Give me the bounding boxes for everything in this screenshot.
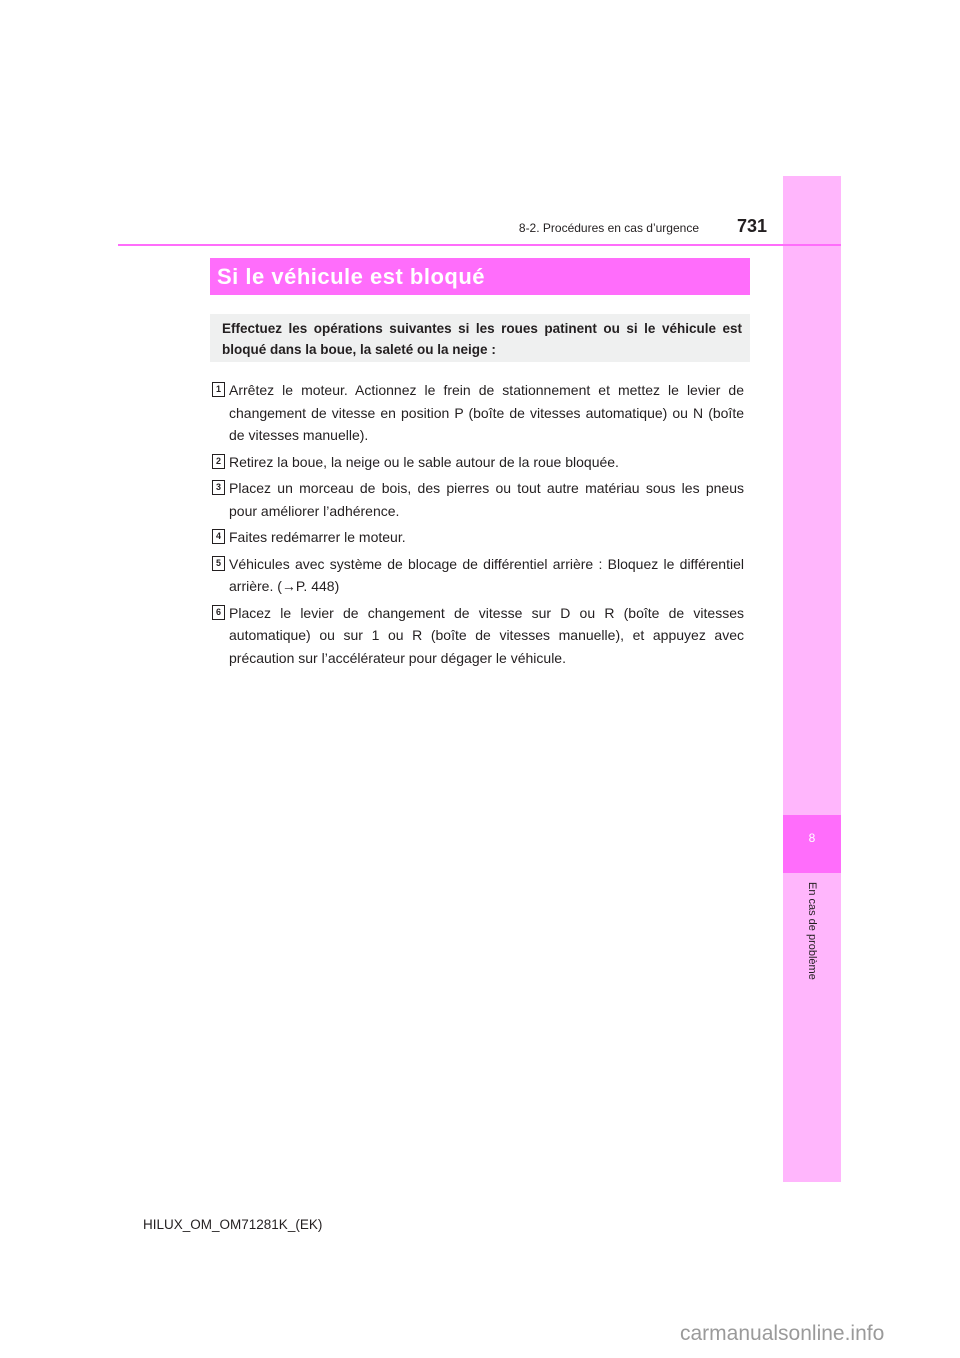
list-item [212, 451, 744, 474]
intro-text: Effectuez les opérations suivantes si les roues patinent ou si le véhicule est bloqué dans la boue, la saleté ou la neige : [222, 321, 742, 357]
step-text: Retirez la boue, la neige ou le sable autour de la roue bloquée. [229, 453, 619, 470]
document-code: HILUX_OM_OM71281K_(EK) [143, 1217, 323, 1232]
step-text: Faites redémarrer le moteur. [229, 529, 406, 545]
step-text: Placez un morceau de bois, des pierres ou tout autre matériau sous les pneus pour améliorer l’adhérence. [229, 480, 744, 519]
step-number-badge: 3 [212, 480, 225, 495]
step-number-badge: 4 [212, 529, 225, 544]
watermark[interactable]: carmanualsonline.info [680, 1322, 885, 1345]
step-number-badge: 5 [212, 556, 225, 571]
list-item [212, 553, 744, 598]
section-title-bar [210, 258, 750, 295]
page-number: 731 [737, 216, 768, 236]
chapter-tab[interactable] [783, 815, 841, 873]
step-number-badge: 6 [212, 605, 225, 620]
step-list [212, 379, 744, 673]
section-label: 8-2. Procédures en cas d’urgence [518, 221, 699, 235]
chapter-title: En cas de problème [806, 882, 818, 980]
list-item [212, 477, 744, 522]
chapter-number: 8 [808, 831, 816, 845]
list-item [212, 379, 744, 447]
header-divider [118, 244, 841, 246]
step-text: Placez le levier de changement de vitesse sur D ou R (boîte de vitesses automatique) ou sur 1 ou R (boîte de vitesses manuelle), et appuyez avec précaution sur l’accélérateur pour dégager le véhicule. [229, 604, 744, 666]
list-item [212, 602, 744, 670]
step-text[interactable]: Véhicules avec système de blocage de différentiel arrière : Bloquez le différentiel arrière. (→P. 448) [229, 555, 744, 594]
step-number-badge: 1 [212, 382, 225, 397]
list-item [212, 526, 744, 549]
step-number-badge: 2 [212, 454, 225, 469]
page-title: Si le véhicule est bloqué [217, 264, 486, 289]
intro-box [210, 314, 750, 362]
step-text: Arrêtez le moteur. Actionnez le frein de stationnement et mettez le levier de changement de vitesse en position P (boîte de vitesses automatique) ou N (boîte de vitesses manuelle). [229, 382, 744, 443]
chapter-sidebar-strip [783, 176, 841, 1182]
